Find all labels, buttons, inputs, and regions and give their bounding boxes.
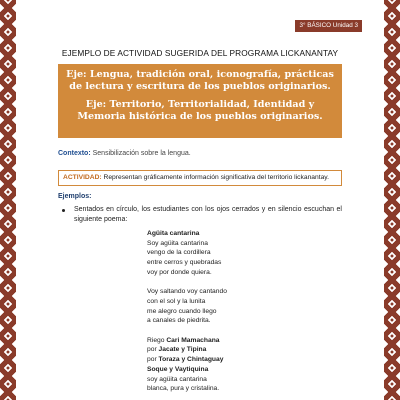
poem-line [147, 336, 227, 346]
poem-line: voy por donde quiera. [147, 268, 212, 276]
axis-2-title: Eje: Territorio, Territorialidad, Identidad y Memoria histórica de los pueblos originarios. [77, 99, 323, 122]
poem-line [147, 355, 227, 365]
poem-text: por [147, 346, 159, 354]
activity-label: ACTIVIDAD: [63, 174, 102, 181]
decorative-border-left-dots [0, 0, 16, 400]
decorative-border-right-dots [384, 0, 400, 400]
poem-place-name: Toraza y Chintaguay [158, 356, 224, 364]
document-header: EJEMPLO DE ACTIVIDAD SUGERIDA DEL PROGRAMA LICKANANTAY [61, 48, 339, 58]
poem-line: con el sol y la lunita [147, 297, 206, 305]
poem-line: Soy agüita cantarina [147, 239, 208, 247]
axis-1-title: Eje: Lengua, tradición oral, iconografía, prácticas de lectura y escritura de los pueblos originarios. [66, 69, 334, 92]
poem-title: Agüita cantarina [147, 230, 200, 237]
poem-line: entre cerros y quebradas [147, 259, 222, 267]
poem-line: soy agüita cantarina [147, 375, 207, 383]
poem-line [147, 345, 227, 355]
poem-line: me alegro cuando llego [147, 307, 217, 315]
poem-place-name: Soque y Vaytiquina [147, 365, 209, 373]
context-value: Sensibilización sobre la lengua. [92, 150, 191, 157]
context-line [58, 150, 191, 157]
context-label: Contexto: [58, 150, 91, 157]
poem-line: Voy saltando voy cantando [147, 288, 227, 296]
bullet-icon [62, 209, 65, 212]
poem-line: a canales de piedrita. [147, 317, 211, 325]
poem-place-name: Jacate y Tipina [158, 346, 207, 354]
axis-banner [58, 64, 342, 138]
poem-line: vengo de la cordillera [147, 249, 211, 257]
stanza-gap [147, 326, 227, 336]
grade-unit-badge: 3° BÁSICO Unidad 3 [295, 20, 362, 32]
stanza-gap [147, 278, 227, 288]
poem-text: Riego [147, 336, 167, 344]
activity-value: Representan gráficamente información significativa del territorio lickanantay. [103, 174, 330, 181]
activity-box [58, 170, 342, 186]
poem-text: por [147, 356, 159, 364]
poem-place-name: Cari Mamachana [166, 336, 220, 344]
poem [147, 229, 227, 394]
example-bullet-text: Sentados en círculo, los estudiantes con los ojos cerrados y en silencio escuchan el siguiente poema: [74, 206, 342, 223]
examples-label: Ejemplos: [58, 193, 92, 200]
poem-line: blanca, pura y cristalina. [147, 385, 220, 393]
